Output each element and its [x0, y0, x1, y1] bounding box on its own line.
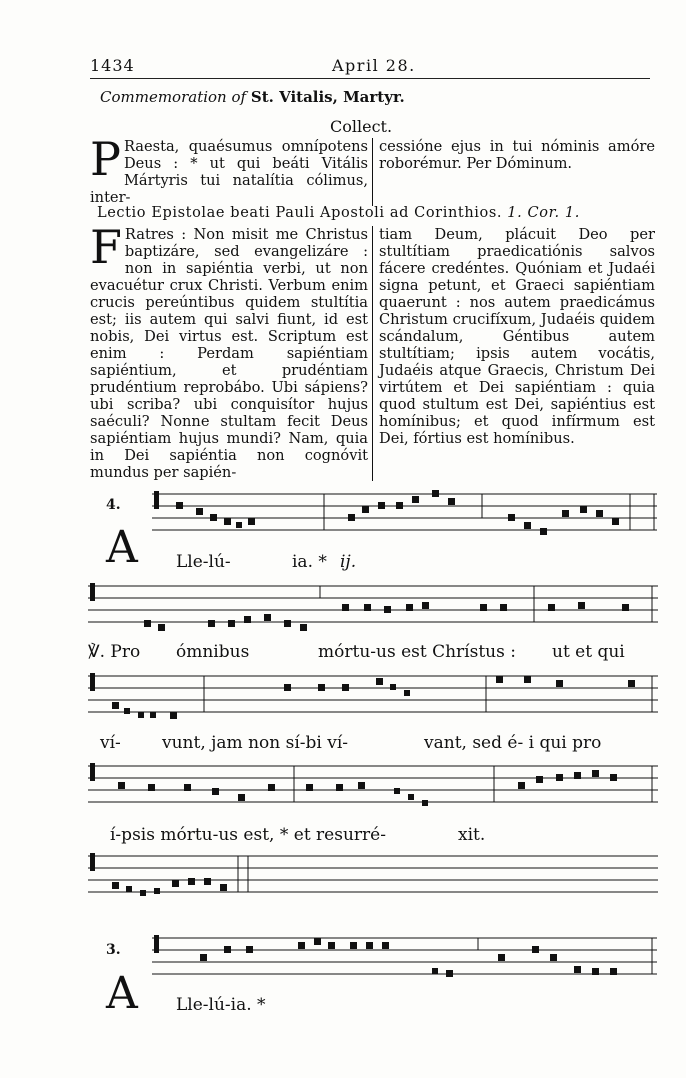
epistle-dropcap: F [90, 220, 122, 274]
staff-svg [88, 670, 658, 728]
chant1-lyric-2b: ómnibus [176, 642, 250, 662]
chant1-lyric-1c: ij. [340, 552, 357, 572]
lectio-reference: 1. Cor. 1. [507, 205, 580, 221]
chant1-initial: A [106, 522, 138, 573]
commemoration-title [100, 88, 405, 106]
chant1-lyric-3c: vant, sed é- i qui pro [424, 733, 602, 753]
commemoration-prefix: Commemoration of [100, 88, 247, 106]
collect-text [90, 132, 655, 206]
chant1-lyric-3b: vunt, jam non sí-bi ví- [162, 733, 349, 753]
chant2-initial: A [106, 968, 138, 1019]
chant1-lyric-3a: ví- [100, 733, 121, 753]
chant1-mode-number: 4. [106, 497, 121, 513]
staff-svg [88, 580, 658, 638]
collect-left-column [90, 132, 373, 206]
header-rule [90, 78, 650, 79]
page-date: April 28. [332, 56, 416, 75]
collect-right-column [373, 138, 655, 206]
chant1-lyric-1b: ia. * [292, 552, 327, 572]
staff-svg [152, 488, 657, 544]
chant1-lyric-1a: Lle-lú- [176, 552, 231, 572]
collect-right-text: cessióne ejus in tui nóminis amóre roborémur. Per Dóminum. [379, 138, 655, 172]
chant2-lyric-1a: Lle-lú-ia. * [176, 995, 266, 1015]
chant1-lyric-4b: xit. [458, 825, 486, 845]
collect-dropcap: P [90, 132, 121, 186]
staff-svg [88, 760, 658, 818]
page-number: 1434 [90, 56, 135, 75]
epistle-left-text: Ratres : Non misit me Christus baptizáre, sed evangelizáre : non in sapiéntia verbi, ut non evacuétur crux Christi. Verbum enim crucis pereúntibus quidem stultítia est; iis autem qui salvi fiunt, id est nobis, Dei virtus est. Scriptum est enim : Perdam sapiéntiam sapiéntium, et prudéntiam prudéntium reprobábo. Ubi sápiens? ubi scriba? ubi conquisítor hujus saéculi? Nonne stultam fecit Deus sapiéntiam hujus mundi? Nam, quia in Dei sapiéntia non cognóvit mundus per sapién- [90, 226, 368, 481]
chant2-staff-1 [152, 932, 657, 988]
chant1-lyric-2c: mórtu-us est Chrístus : [318, 642, 516, 662]
staff-svg [152, 932, 657, 988]
chant1-staff-3 [88, 670, 658, 728]
chant1-lyric-2a: ℣. Pro [88, 642, 141, 662]
staff-svg [88, 850, 658, 906]
chant1-lyric-4a: í-psis mórtu-us est, * et resurré- [110, 825, 386, 845]
chant1-lyric-2d: ut et qui [552, 642, 625, 662]
epistle-right-text: tiam Deum, plácuit Deo per stultítiam praedicatiónis salvos fácere credéntes. Quóniam et Judaéi signa petunt, et Graeci sapiéntiam quaerunt : nos autem praedicámus Christum crucifíxum, Judaéis quidem scándalum, Géntibus autem stultítiam; ipsis autem vocátis, Judaéis atque Graecis, Christum Dei virtútem et Dei sapiéntiam : quia quod stultum est Dei, sapiéntius est homínibus; et quod infírmum est Dei, fórtius est homínibus. [379, 226, 655, 447]
chant1-staff-5 [88, 850, 658, 906]
chant1-staff-1 [152, 488, 657, 544]
lectio-title: Lectio Epistolae beati Pauli Apostoli ad Corinthios. [97, 205, 503, 221]
epistle-left-column [90, 220, 373, 481]
lectio-heading [97, 205, 580, 221]
epistle-text [90, 220, 655, 481]
collect-heading: Collect. [330, 117, 393, 136]
epistle-right-column [373, 226, 655, 481]
chant2-mode-number: 3. [106, 942, 121, 958]
collect-left-text: Raesta, quaésumus omnípotens Deus : * ut qui beáti Vitális Mártyris tui natalítia cólimus, inter- [90, 138, 368, 206]
saint-name: St. Vitalis, Martyr. [250, 88, 405, 106]
chant1-staff-4 [88, 760, 658, 818]
chant1-staff-2 [88, 580, 658, 638]
